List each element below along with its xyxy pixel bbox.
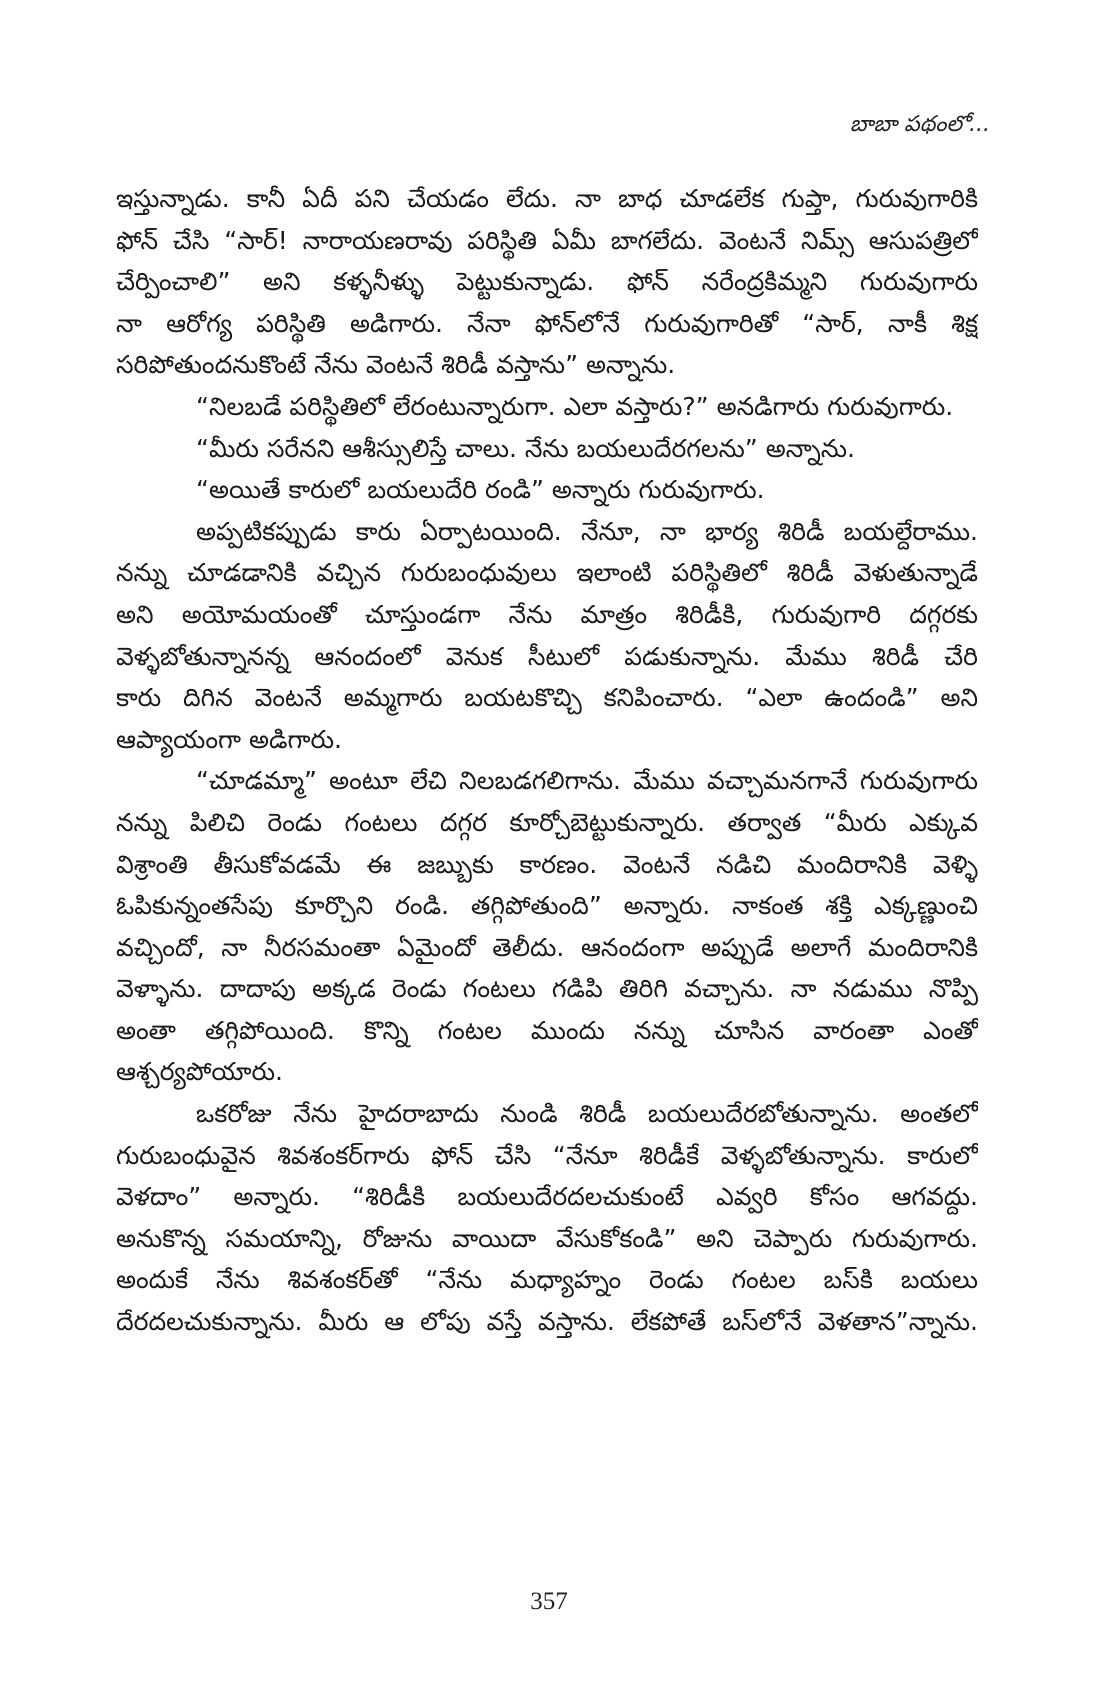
text-line: అప్పటికప్పుడు కారు ఏర్పాటయింది. నేనూ, నా భార్య శిరిడీ బయల్దేరాము. — [196, 516, 978, 546]
text-line: ఓపికున్నంతసేపు కూర్చొని రండి. తగ్గిపోతుంది” అన్నారు. నాకంత శక్తి ఎక్కణ్ణుంచి — [116, 891, 978, 921]
text-line: ఒకరోజు నేను హైదరాబాదు నుండి శిరిడీ బయలుదేరబోతున్నాను. అంతలో — [196, 1099, 978, 1129]
text-line: “మీరు సరేనని ఆశీస్సులిస్తే చాలు. నేను బయలుదేరగలను” అన్నాను. — [196, 433, 855, 463]
running-header: బాబా పథంలో... — [849, 112, 990, 137]
text-line: “అయితే కారులో బయలుదేరి రండి” అన్నారు గురువుగారు. — [196, 475, 765, 505]
text-line: గురుబంధువైన శివశంకర్‌గారు ఫోన్ చేసి “నేనూ శిరిడీకే వెళ్ళబోతున్నాను. కారులో — [116, 1140, 978, 1170]
page-number: 357 — [530, 1588, 568, 1615]
text-line: ఆశ్చర్యపోయారు. — [116, 1057, 283, 1087]
text-line: వచ్చిందో, నా నీరసమంతా ఏమైందో తెలీదు. ఆనందంగా అప్పుడే అలాగే మందిరానికి — [116, 932, 978, 962]
text-line: ఇస్తున్నాడు. కానీ ఏదీ పని చేయడం లేదు. నా బాధ చూడలేక గుప్తా, గురువుగారికి — [116, 184, 978, 213]
text-line: వెళ్ళబోతున్నానన్న ఆనందంలో వెనుక సీటులో పడుకున్నాను. మేము శిరిడీ చేరి — [116, 641, 978, 671]
text-line: కారు దిగిన వెంటనే అమ్మగారు బయటకొచ్చి కనిపించారు. “ఎలా ఉందండి” అని — [116, 683, 978, 713]
text-line: అని అయోమయంతో చూస్తుండగా నేను మాత్రం శిరిడీకి, గురువుగారి దగ్గరకు — [116, 599, 978, 629]
text-line: ఆప్యాయంగా అడిగారు. — [116, 724, 342, 754]
text-line: వెళ్ళాను. దాదాపు అక్కడ రెండు గంటలు గడిపి తిరిగి వచ్చాను. నా నడుము నొప్పి — [116, 974, 978, 1004]
text-line: “నిలబడే పరిస్థితిలో లేరంటున్నారుగా. ఎలా వస్తారు?” అనడిగారు గురువుగారు. — [196, 391, 954, 421]
text-line: చేర్పించాలి” అని కళ్ళనీళ్ళు పెట్టుకున్నాడు. ఫోన్ నరేంద్రకిమ్మని గురువుగారు — [116, 267, 978, 297]
text-line: “చూడమ్మా” అంటూ లేచి నిలబడగలిగాను. మేము వచ్చామనగానే గురువుగారు — [196, 766, 978, 796]
text-line: అంతా తగ్గిపోయింది. కొన్ని గంటల ముందు నన్ను చూసిన వారంతా ఎంతో — [116, 1015, 978, 1045]
text-line: అందుకే నేను శివశంకర్‌తో “నేను మధ్యాహ్నం రెండు గంటల బస్‌కి బయలు — [116, 1265, 978, 1295]
text-line: వెళదాం” అన్నారు. “శిరిడీకి బయలుదేరదలచుకుంటే ఎవ్వరి కోసం ఆగవద్దు. — [116, 1182, 978, 1212]
text-line: నన్ను చూడడానికి వచ్చిన గురుబంధువులు ఇలాంటి పరిస్థితిలో శిరిడీ వెళుతున్నాడే — [116, 558, 978, 588]
text-line: దేరదలచుకున్నాను. మీరు ఆ లోపు వస్తే వస్తాను. లేకపోతే బస్‌లోనే వెళతాన”న్నాను. — [116, 1307, 978, 1337]
body-text — [116, 178, 978, 1343]
text-line: నన్ను పిలిచి రెండు గంటలు దగ్గర కూర్చోబెట్టుకున్నారు. తర్వాత “మీరు ఎక్కువ — [116, 807, 978, 837]
text-line: సరిపోతుందనుకొంటే నేను వెంటనే శిరిడీ వస్తాను” అన్నాను. — [116, 350, 676, 380]
text-line: విశ్రాంతి తీసుకోవడమే ఈ జబ్బుకు కారణం. వెంటనే నడిచి మందిరానికి వెళ్ళి — [116, 849, 978, 879]
text-line: నా ఆరోగ్య పరిస్థితి అడిగారు. నేనా ఫోన్‌లోనే గురువుగారితో “సార్, నాకీ శిక్ష — [116, 308, 978, 338]
text-line: అనుకొన్న సమయాన్ని, రోజును వాయిదా వేసుకోకండి” అని చెప్పారు గురువుగారు. — [116, 1223, 978, 1253]
text-line: ఫోన్ చేసి “సార్! నారాయణరావు పరిస్థితి ఏమీ బాగలేదు. వెంటనే నిమ్స్ ఆసుపత్రిలో — [116, 225, 978, 255]
